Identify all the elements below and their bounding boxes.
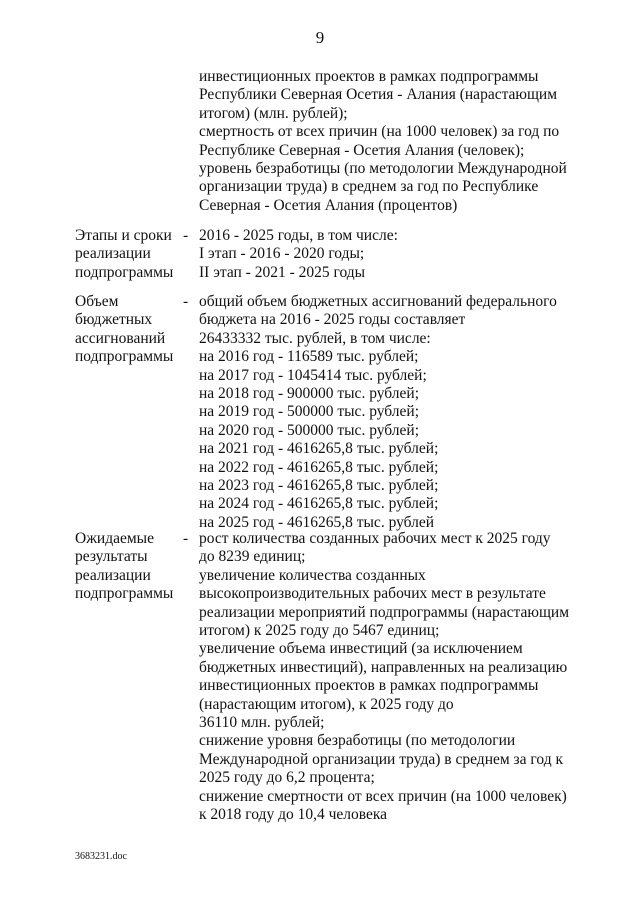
text-line: II этап - 2021 - 2025 годы xyxy=(199,263,366,281)
label-line: бюджетных xyxy=(75,311,153,329)
text-line: до 8239 единиц; xyxy=(199,548,306,566)
text-line: бюджетных инвестиций), направленных на реализацию xyxy=(199,658,568,676)
text-line: итогом) к 2025 году до 5467 единиц; xyxy=(199,622,440,640)
text-line: на 2022 год - 4616265,8 тыс. рублей; xyxy=(199,458,439,476)
document-filename: 3683231.doc xyxy=(75,851,127,862)
text-line: итогом) (млн. рублей); xyxy=(199,104,348,122)
text-line: снижение смертности от всех причин (на 1000 человек) xyxy=(199,787,567,805)
intro-continuation xyxy=(199,68,579,215)
section-content xyxy=(199,530,599,825)
text-line: на 2020 год - 500000 тыс. рублей; xyxy=(199,421,419,439)
section-label xyxy=(75,293,185,367)
text-line: к 2018 году до 10,4 человека xyxy=(199,806,388,824)
section-content xyxy=(199,293,599,532)
text-line: рост количества созданных рабочих мест к 2025 году xyxy=(199,530,551,547)
section-content xyxy=(199,227,599,282)
label-line: Объем xyxy=(75,293,119,310)
section-dash: - xyxy=(183,293,189,310)
text-line: Международной организации труда) в среднем за год к xyxy=(199,750,563,768)
text-line: 26433332 тыс. рублей, в том числе: xyxy=(199,329,431,347)
text-line: на 2017 год - 1045414 тыс. рублей; xyxy=(199,366,427,384)
label-line: подпрограммы xyxy=(75,348,174,366)
text-line: инвестиционных проектов в рамках подпрограммы xyxy=(199,677,539,695)
label-line: Ожидаемые xyxy=(75,530,154,547)
label-line: реализации xyxy=(75,566,151,584)
text-line: 2016 - 2025 годы, в том числе: xyxy=(199,227,398,244)
text-line: на 2024 год - 4616265,8 тыс. рублей; xyxy=(199,495,439,513)
label-line: реализации xyxy=(75,245,151,263)
label-line: Этапы и сроки xyxy=(75,227,172,244)
text-line: общий объем бюджетных ассигнований федерального xyxy=(199,293,557,310)
text-line: смертность от всех причин (на 1000 человек) за год по xyxy=(199,123,560,141)
text-line: 2025 году до 6,2 процента; xyxy=(199,769,375,787)
text-line: Республики Северная Осетия - Алания (нарастающим xyxy=(199,86,558,104)
label-line: результаты xyxy=(75,548,148,566)
text-line: на 2019 год - 500000 тыс. рублей; xyxy=(199,403,419,421)
text-line: (нарастающим итогом), к 2025 году до xyxy=(199,695,454,713)
text-line: реализации мероприятий подпрограммы (нарастающим xyxy=(199,603,570,621)
label-line: ассигнований xyxy=(75,329,166,347)
section-dash: - xyxy=(183,530,189,547)
text-line: бюджета на 2016 - 2025 годы составляет xyxy=(199,311,466,329)
text-line: уровень безработицы (по методологии Международной xyxy=(199,160,567,178)
text-line: высокопроизводительных рабочих мест в результате xyxy=(199,585,546,603)
text-line: организации труда) в среднем за год по Республике xyxy=(199,178,539,196)
label-line: подпрограммы xyxy=(75,585,174,603)
section-dash: - xyxy=(183,227,189,244)
text-line: I этап - 2016 - 2020 годы; xyxy=(199,245,365,263)
label-line: подпрограммы xyxy=(75,263,174,281)
text-line: увеличение количества созданных xyxy=(199,566,426,584)
text-line: 36110 млн. рублей; xyxy=(199,714,325,732)
text-line: инвестиционных проектов в рамках подпрограммы xyxy=(199,68,539,85)
text-line: снижение уровня безработицы (по методологии xyxy=(199,732,516,750)
section-label xyxy=(75,530,185,604)
text-line: Северная - Осетия Алания (процентов) xyxy=(199,196,458,214)
text-line: на 2021 год - 4616265,8 тыс. рублей; xyxy=(199,440,439,458)
section-label xyxy=(75,227,185,282)
text-line: на 2025 год - 4616265,8 тыс. рублей xyxy=(199,513,435,531)
text-line: увеличение объема инвестиций (за исключением xyxy=(199,640,523,658)
page-number: 9 xyxy=(315,28,325,47)
text-line: на 2023 год - 4616265,8 тыс. рублей; xyxy=(199,477,439,495)
text-line: на 2018 год - 900000 тыс. рублей; xyxy=(199,385,419,403)
text-line: Республике Северная - Осетия Алания (человек); xyxy=(199,141,525,159)
text-line: на 2016 год - 116589 тыс. рублей; xyxy=(199,348,419,366)
